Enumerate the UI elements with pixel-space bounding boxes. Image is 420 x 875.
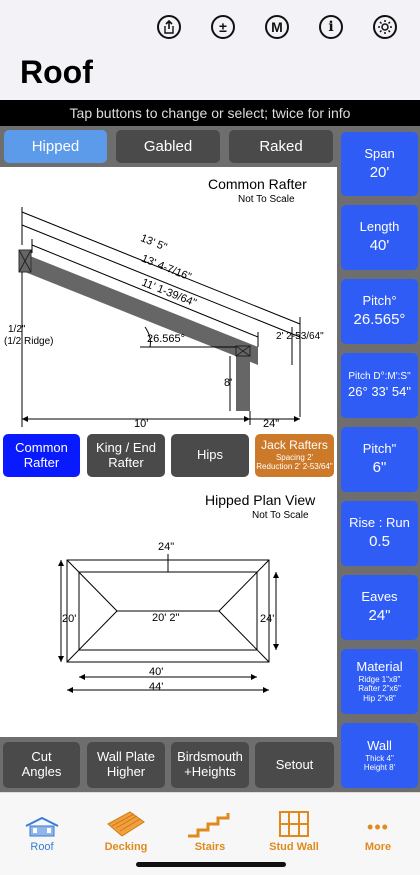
material-hip: Hip 2"x8": [363, 693, 396, 703]
plan-top-eave-label: 24": [158, 541, 175, 553]
half-ridge-label: 1/2": [8, 324, 26, 335]
cut-label-1: Cut: [31, 749, 52, 765]
rafter-dim-2: 13' 4-7/16": [139, 252, 193, 284]
home-indicator: [136, 862, 286, 867]
more-icon: •••: [367, 817, 389, 837]
pitch-dms-label: Pitch D°:M':S": [348, 371, 411, 383]
span-button[interactable]: [341, 132, 418, 196]
common-rafter-label-1: Common: [15, 439, 68, 455]
birdsmouth-heights-button[interactable]: [171, 742, 249, 788]
rise-run-label: Rise : Run: [349, 515, 410, 531]
material-ridge: Ridge 1"x8": [358, 675, 401, 685]
overhang-drop-label: 2' 2-53/64": [276, 331, 324, 342]
hipped-button[interactable]: [4, 130, 107, 163]
rafter-dim-3: 11' 1-39/64": [139, 276, 198, 310]
material-button[interactable]: [341, 649, 418, 714]
tab-more[interactable]: [336, 793, 420, 853]
roof-icon: [23, 816, 61, 838]
tab-roof[interactable]: [0, 793, 84, 853]
raked-button[interactable]: [229, 130, 333, 163]
run-label: 10': [134, 418, 149, 430]
wallplate-label-1: Wall Plate: [96, 749, 156, 765]
page-title: Roof: [20, 54, 93, 90]
jack-rafters-label: Jack Rafters: [261, 438, 328, 453]
info-icon[interactable]: i: [319, 15, 343, 39]
share-icon[interactable]: [157, 15, 181, 39]
tab-stud-wall-label: Stud Wall: [269, 841, 319, 853]
setout-label: Setout: [275, 756, 314, 772]
wall-thick: Thick 4": [365, 753, 394, 763]
plan-diagram-title: Hipped Plan View: [205, 492, 316, 508]
rafter-beam: [20, 252, 258, 365]
decking-icon: [106, 810, 146, 838]
tab-stairs[interactable]: [168, 793, 252, 853]
wallplate-label-2: Higher: [106, 764, 146, 779]
jack-reduction-label: Reduction 2' 2-53/64": [256, 462, 333, 472]
cut-angles-button[interactable]: [3, 742, 80, 788]
pitch-inches-label: Pitch": [362, 441, 397, 457]
plan-width-label: 20': [62, 613, 77, 625]
jack-rafters-button[interactable]: [255, 434, 334, 477]
gabled-button[interactable]: [116, 130, 220, 163]
plan-outer-length-label: 44': [149, 681, 164, 693]
king-end-label-2: Rafter: [108, 454, 144, 470]
cut-label-2: Angles: [21, 764, 62, 779]
hipped-plan-diagram: [0, 482, 337, 737]
stud-wall-icon: [278, 810, 310, 838]
plan-ridge-label: 20' 2": [152, 612, 180, 624]
king-end-rafter-button[interactable]: [87, 434, 165, 477]
tab-stairs-label: Stairs: [194, 841, 226, 853]
tab-more-label: More: [364, 841, 392, 853]
span-label: Span: [364, 145, 395, 161]
eaves-btn-value: 24": [368, 607, 391, 625]
rise-run-button[interactable]: [341, 501, 418, 566]
plus-minus-icon[interactable]: ±: [211, 15, 235, 39]
eaves-btn-label: Eaves: [361, 589, 398, 605]
common-rafter-label-2: Rafter: [23, 454, 60, 470]
main-area: [0, 126, 420, 792]
material-label: Material: [356, 659, 403, 675]
gabled-label: Gabled: [143, 137, 193, 155]
hips-label: Hips: [196, 447, 223, 463]
rafter-diagram-subtitle: Not To Scale: [238, 194, 295, 205]
pitch-dms-button[interactable]: [341, 353, 418, 418]
length-label: Length: [359, 219, 400, 235]
plan-diagram-subtitle: Not To Scale: [252, 510, 309, 521]
eaves-label: 24": [263, 418, 280, 430]
top-bar: [0, 0, 420, 100]
wall-height: Height 8': [363, 762, 396, 772]
pitch-inches-button[interactable]: [341, 427, 418, 492]
pitch-inches-value: 6": [372, 459, 387, 477]
tab-roof-label: Roof: [30, 841, 54, 853]
pitch-value: 26.565°: [353, 311, 406, 329]
eaves-button[interactable]: [341, 575, 418, 640]
span-value: 20': [369, 163, 390, 181]
length-button[interactable]: [341, 205, 418, 270]
m-icon[interactable]: M: [265, 15, 289, 39]
raked-label: Raked: [259, 137, 303, 155]
pitch-dms-value: 26° 33' 54": [348, 383, 411, 399]
stairs-icon: [186, 812, 234, 838]
wall-height-label: 8': [224, 377, 233, 389]
half-ridge-note: (1/2 Ridge): [4, 336, 54, 347]
rafter-dim-1: 13' 5": [138, 232, 169, 254]
hipped-label: Hipped: [31, 137, 80, 155]
jack-spacing-label: Spacing 2': [275, 453, 314, 463]
rafter-diagram-title: Common Rafter: [208, 176, 307, 192]
pitch-label: Pitch°: [362, 293, 397, 309]
king-end-label-1: King / End: [96, 439, 156, 455]
wall-button[interactable]: [341, 723, 418, 788]
length-value: 40': [369, 237, 390, 255]
plan-right-label: 24': [260, 613, 275, 625]
instruction-banner: Tap buttons to change or select; twice for info: [0, 100, 420, 126]
tab-decking[interactable]: [84, 793, 168, 853]
plan-drawing: [0, 482, 337, 737]
rise-run-value: 0.5: [369, 533, 390, 551]
plan-length-label: 40': [149, 666, 164, 678]
setout-button[interactable]: [255, 742, 334, 788]
settings-icon[interactable]: [373, 15, 397, 39]
birds-label-1: Birdsmouth: [177, 749, 243, 765]
birds-label-2: +Heights: [184, 764, 236, 779]
material-rafter: Rafter 2"x6": [358, 684, 401, 694]
pitch-degrees-button[interactable]: [341, 279, 418, 344]
wall-label: Wall: [367, 737, 392, 753]
tab-decking-label: Decking: [104, 841, 148, 853]
wall-post: [236, 348, 250, 411]
hips-button[interactable]: [171, 434, 249, 477]
pitch-angle-label: 26.565°: [147, 333, 186, 345]
common-rafter-button[interactable]: [3, 434, 80, 477]
wall-plate-higher-button[interactable]: [87, 742, 165, 788]
tab-stud-wall[interactable]: [252, 793, 336, 853]
